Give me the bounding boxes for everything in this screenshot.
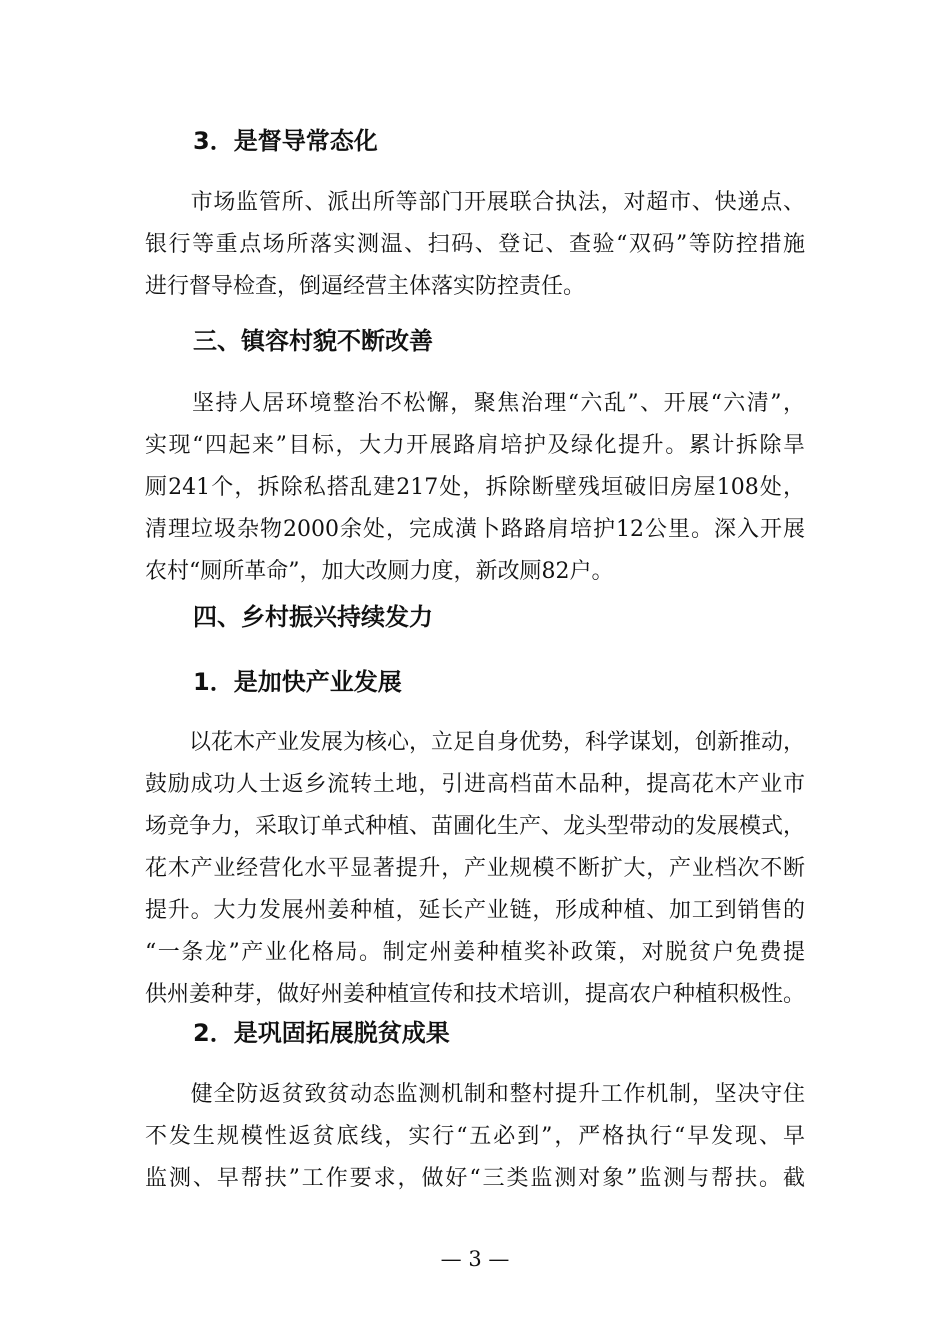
text-line: 进行督导检查，倒逼经营主体落实防控责任。 (145, 274, 586, 299)
subheading-supervision: 3．是督导常态化 (193, 127, 378, 155)
text-line: 监测、早帮扶”工作要求，做好“三类监测对象”监测与帮扶。截 (145, 1166, 805, 1191)
text-line: 花木产业经营化水平显著提升，产业规模不断扩大，产业档次不断 (145, 856, 805, 881)
paragraph-supervision (145, 182, 805, 308)
page-number: — 3 — (440, 1247, 510, 1271)
paragraph-industry (145, 722, 805, 1016)
text-line: 实现“四起来”目标，大力开展路肩培护及绿化提升。累计拆除旱 (145, 433, 805, 458)
text-line: 鼓励成功人士返乡流转土地，引进高档苗木品种，提高花木产业市 (145, 772, 805, 797)
text-line: 以花木产业发展为核心，立足自身优势，科学谋划，创新推动， (145, 730, 806, 755)
text-line: 提升。大力发展州姜种植，延长产业链，形成种植、加工到销售的 (145, 898, 805, 923)
text-line: 不发生规模性返贫底线，实行“五必到”，严格执行“早发现、早 (145, 1124, 805, 1149)
text-line: 农村“厕所革命”，加大改厕力度，新改厕82户。 (145, 559, 614, 584)
subheading-poverty-results: 2．是巩固拓展脱贫成果 (193, 1019, 450, 1047)
section-heading-town-appearance: 三、镇容村貌不断改善 (193, 327, 433, 355)
text-line: 厕241个，拆除私搭乱建217处，拆除断壁残垣破旧房屋108处， (145, 475, 805, 500)
subheading-industry: 1．是加快产业发展 (193, 668, 402, 696)
text-line: 市场监管所、派出所等部门开展联合执法，对超市、快递点、 (145, 190, 805, 215)
paragraph-town-appearance (145, 383, 805, 593)
text-line: 场竞争力，采取订单式种植、苗圃化生产、龙头型带动的发展模式， (145, 814, 806, 839)
paragraph-poverty-results (145, 1074, 805, 1200)
text-line: 银行等重点场所落实测温、扫码、登记、查验“双码”等防控措施 (145, 232, 805, 257)
text-line: “一条龙”产业化格局。制定州姜种植奖补政策，对脱贫户免费提 (145, 940, 805, 965)
text-line: 健全防返贫致贫动态监测机制和整村提升工作机制，坚决守住 (145, 1082, 805, 1107)
text-line: 清理垃圾杂物2000余处，完成潢卜路路肩培护12公里。深入开展 (145, 517, 805, 542)
text-line: 供州姜种芽，做好州姜种植宣传和技术培训，提高农户种植积极性。 (145, 982, 806, 1007)
text-line: 坚持人居环境整治不松懈，聚焦治理“六乱”、开展“六清”， (145, 391, 805, 416)
section-heading-rural-revitalization: 四、乡村振兴持续发力 (193, 603, 433, 631)
